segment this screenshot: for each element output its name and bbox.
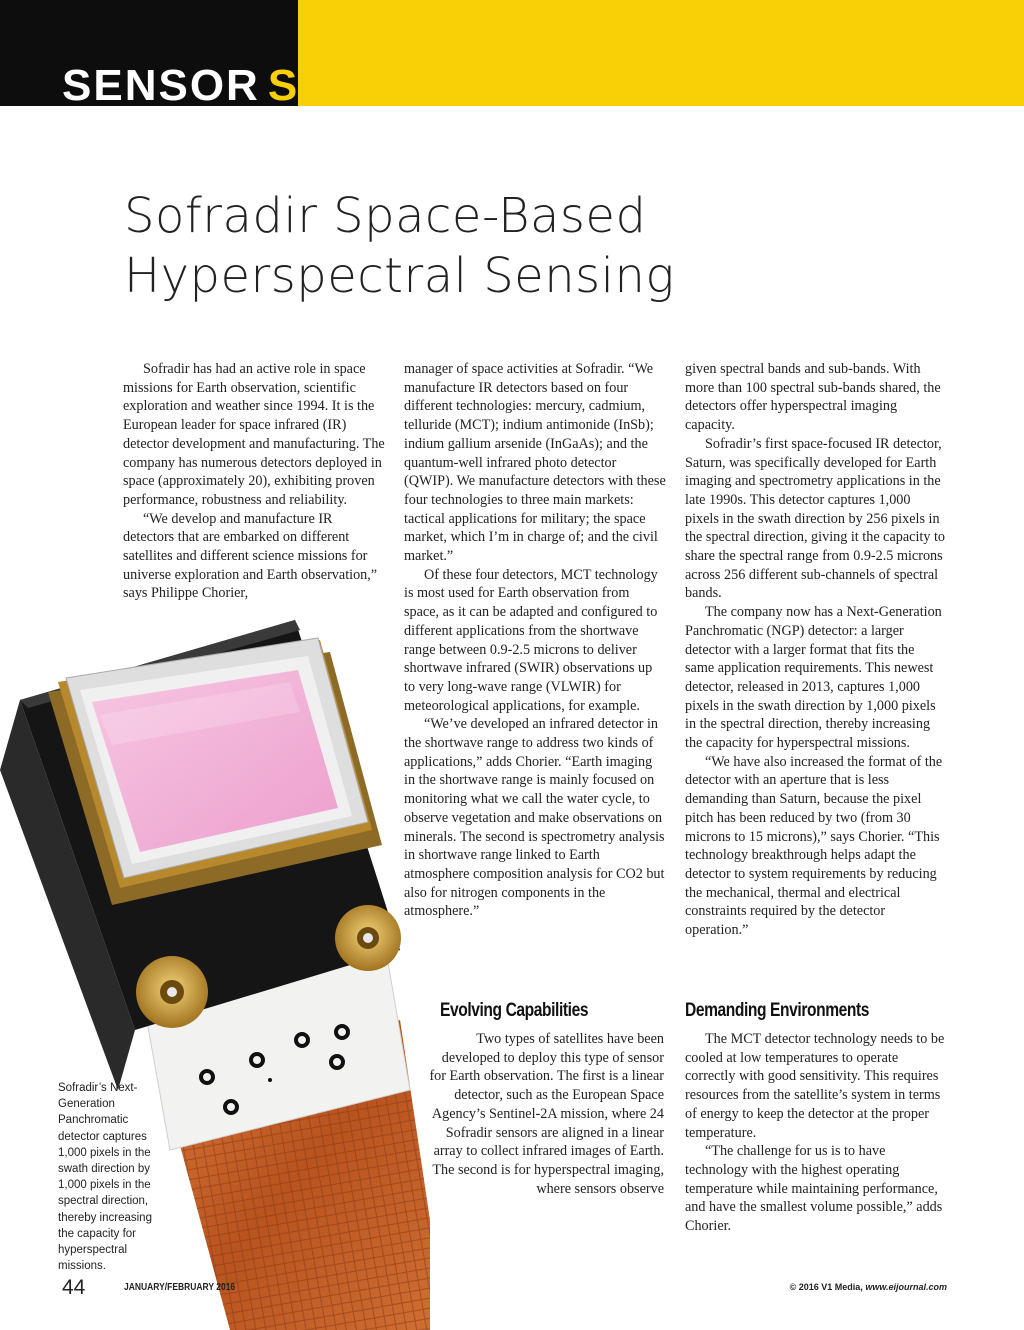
copyright-text: © 2016 V1 Media,	[789, 1282, 866, 1292]
paragraph: Sofradir’s first space-focused IR detector, Saturn, was specifically developed for Earth imaging and spectrometry applications in the late 1990s. This detector captures 1,000 pixels in the swath direction by 256 pixels in the spectral direction, giving it the capacity to share the spectral range from 0.9-2.5 microns across 256 different sub-channels of spectral bands.	[685, 435, 946, 602]
mounting-nut-left	[136, 956, 208, 1028]
article-title-line1: Sofradir Space-Based	[124, 188, 647, 244]
paragraph: manager of space activities at Sofradir. “We manufacture IR detectors based on four different technologies: mercury, cadmium, telluride (MCT); indium antimonide (InSb); indium gallium arsenide (InGaAs); and the quantum-well infrared photo detector (QWIP). We manufacture detectors with these four technologies to three main markets: tactical applications for military; the space market, which I’m in charge of; and the civil market.”	[404, 361, 666, 565]
article-column-1	[123, 360, 385, 603]
paragraph: “The challenge for us is to have technology with the highest operating temperature while maintaining performance, and have the smallest volume possible,” adds Chorier.	[685, 1143, 943, 1235]
paragraph: Two types of satellites have been developed to deploy this type of sensor for Earth observation. The first is a linear detector, such as the European Space Agency’s Sentinel-2A mission, where 24 Sofradir sensors are aligned in a linear array to collect infrared images of Earth. The second is for hyperspectral imaging, where sensors observe	[429, 1031, 664, 1197]
issue-date: JANUARY/FEBRUARY 2016	[124, 1282, 236, 1293]
paragraph: Of these four detectors, MCT technology is most used for Earth observation from space, as it can be adapted and configured to different applications from the shortwave range between 0.9-2.5 microns to deliver shortwave infrared (SWIR) observations up to very long-wave range (VLWIR) for meteorological applications, for example.	[404, 566, 658, 714]
paragraph: The company now has a Next-Generation Panchromatic (NGP) detector: a larger detector with a larger format that fits the same application requirements. This newest detector, released in 2013, captures 1,000 pixels in the swath direction by 1,000 pixels in the spectral direction, thereby increasing the capacity for hyperspectral missions.	[685, 604, 942, 752]
website-link[interactable]: www.eijournal.com	[865, 1282, 947, 1292]
subhead-evolving-capabilities: Evolving Capabilities	[440, 1000, 589, 1021]
paragraph: “We’ve developed an infrared detector in the shortwave range to address two kinds of applications,” adds Chorier. “Earth imaging in the shortwave range is mainly focused on monitoring what we call the water cycle, to observe vegetation and make observations on minerals. The second is spectrometry analysis in shortwave range linked to Earth atmosphere composition analysis for CO2 but also for nitrogen components in the atmosphere.”	[404, 716, 665, 920]
paragraph: The MCT detector technology needs to be cooled at low temperatures to operate correctly with good sensitivity. This requires resources from the satellite’s system in terms of energy to keep the detector at the proper temperature.	[685, 1031, 945, 1141]
article-column-2	[404, 360, 666, 921]
evolving-capabilities-text	[424, 1030, 664, 1198]
section-label-spotlight: SPOTLIGHT	[267, 61, 538, 110]
page-number: 44	[62, 1276, 86, 1299]
article-title	[124, 186, 924, 306]
copyright-line	[790, 1282, 947, 1292]
paragraph: given spectral bands and sub-bands. With more than 100 spectral sub-bands shared, the detectors offer hyperspectral imaging capacity.	[685, 361, 941, 434]
paragraph: Sofradir has had an active role in space missions for Earth observation, scientific exploration and weather since 1994. It is the European leader for space infrared (IR) detector development and manufacturing. The company has numerous detectors deployed in space (approximately 20), exhibiting proven performance, robustness and reliability.	[123, 361, 385, 508]
image-caption: Sofradir’s Next-Generation Panchromatic detector captures 1,000 pixels in the swath direction by 1,000 pixels in the spectral direction, thereby increasing the capacity for hyperspectral missions.	[58, 1082, 152, 1273]
section-label	[62, 61, 538, 110]
subhead-demanding-environments: Demanding Environments	[685, 1000, 870, 1021]
demanding-environments-text	[685, 1030, 947, 1236]
mounting-nut-right	[335, 905, 401, 971]
section-label-sensor: SENSOR	[62, 61, 260, 110]
article-title-line2: Hyperspectral Sensing	[124, 248, 675, 304]
paragraph: “We have also increased the format of the detector with an aperture that is less demanding than Saturn, because the pixel pitch has been reduced by two (from 30 microns to 15 microns),” says Chorier. “This technology breakthrough helps adapt the detector to system requirements by reducing the mechanical, thermal and electrical constraints required by the detector operation.”	[685, 753, 943, 939]
article-column-3	[685, 360, 947, 940]
paragraph: “We develop and manufacture IR detectors that are embarked on different satellites and different science missions for universe exploration and Earth observation,” says Philippe Chorier,	[123, 510, 378, 602]
